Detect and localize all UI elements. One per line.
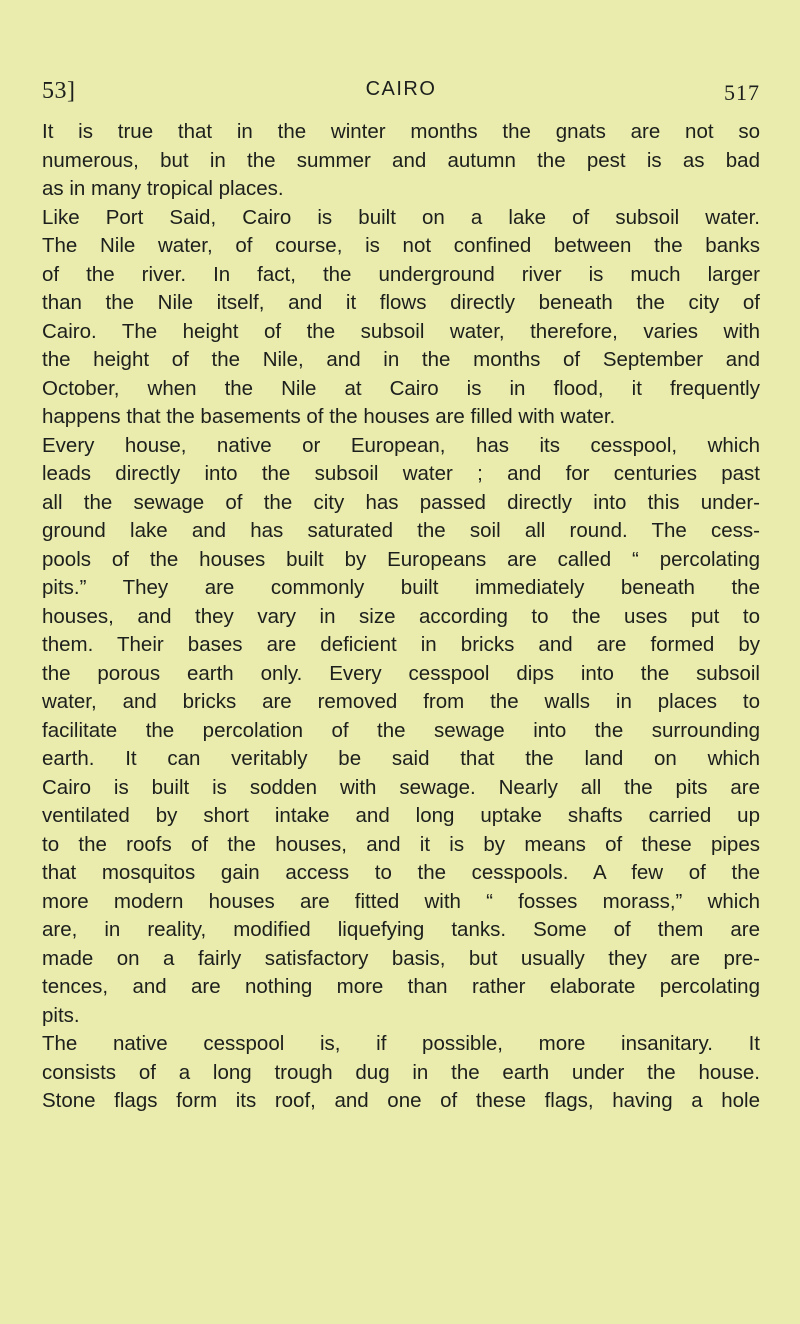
text-line: more modern houses are fitted with “ fosses morass,” which: [42, 889, 760, 913]
text-line: the height of the Nile, and in the months of September and: [42, 348, 760, 371]
text-line: Stone flags form its roof, and one of these flags, having a hole: [42, 1089, 760, 1112]
text-line: the porous earth only. Every cesspool dips into the subsoil: [42, 661, 760, 685]
text-line: Like Port Said, Cairo is built on a lake of subsoil water.: [42, 205, 760, 229]
chapter-number: 53]: [42, 78, 76, 104]
text-line: leads directly into the subsoil water ; and for centuries past: [42, 462, 760, 485]
text-line: them. Their bases are deficient in bricks and are formed by: [42, 633, 760, 656]
text-line: The native cesspool is, if possible, more insanitary. It: [42, 1032, 760, 1055]
text-line: are, in reality, modified liquefying tanks. Some of them are: [42, 918, 760, 941]
text-line: ventilated by short intake and long uptake shafts carried up: [42, 804, 760, 827]
text-line: of the river. In fact, the underground river is much larger: [42, 262, 760, 286]
running-title: CAIRO: [365, 78, 437, 100]
text-line: October, when the Nile at Cairo is in flood, it frequently: [42, 376, 760, 400]
running-head: [42, 78, 760, 110]
text-line: pools of the houses built by Europeans are called “ percolating: [42, 547, 760, 571]
body-text: [42, 118, 760, 1116]
text-line: Cairo is built is sodden with sewage. Nearly all the pits are: [42, 775, 760, 799]
text-line: ground lake and has saturated the soil all round. The cess-: [42, 519, 760, 542]
text-line: made on a fairly satisfactory basis, but usually they are pre-: [42, 946, 760, 970]
text-line: Cairo. The height of the subsoil water, therefore, varies with: [42, 319, 760, 343]
text-line: pits.: [42, 1003, 80, 1027]
text-line: to the roofs of the houses, and it is by means of these pipes: [42, 832, 760, 856]
text-line: consists of a long trough dug in the earth under the house.: [42, 1060, 760, 1084]
page-number: 517: [724, 80, 760, 105]
text-line: pits.” They are commonly built immediately beneath the: [42, 576, 760, 599]
text-line: It is true that in the winter months the gnats are not so: [42, 120, 760, 143]
text-line: earth. It can veritably be said that the land on which: [42, 747, 760, 770]
text-line: all the sewage of the city has passed directly into this under-: [42, 490, 760, 514]
text-line: happens that the basements of the houses are filled with water.: [42, 405, 616, 428]
text-line: that mosquitos gain access to the cesspools. A few of the: [42, 861, 760, 884]
text-line: water, and bricks are removed from the walls in places to: [42, 690, 760, 713]
text-line: than the Nile itself, and it flows directly beneath the city of: [42, 291, 760, 314]
text-line: tences, and are nothing more than rather elaborate percolating: [42, 975, 760, 998]
text-line: houses, and they vary in size according to the uses put to: [42, 604, 760, 628]
text-line: facilitate the percolation of the sewage into the surrounding: [42, 718, 760, 742]
text-line: The Nile water, of course, is not confined between the banks: [42, 234, 760, 257]
text-line: Every house, native or European, has its cesspool, which: [42, 433, 760, 457]
text-line: as in many tropical places.: [42, 177, 284, 200]
text-line: numerous, but in the summer and autumn the pest is as bad: [42, 148, 760, 172]
